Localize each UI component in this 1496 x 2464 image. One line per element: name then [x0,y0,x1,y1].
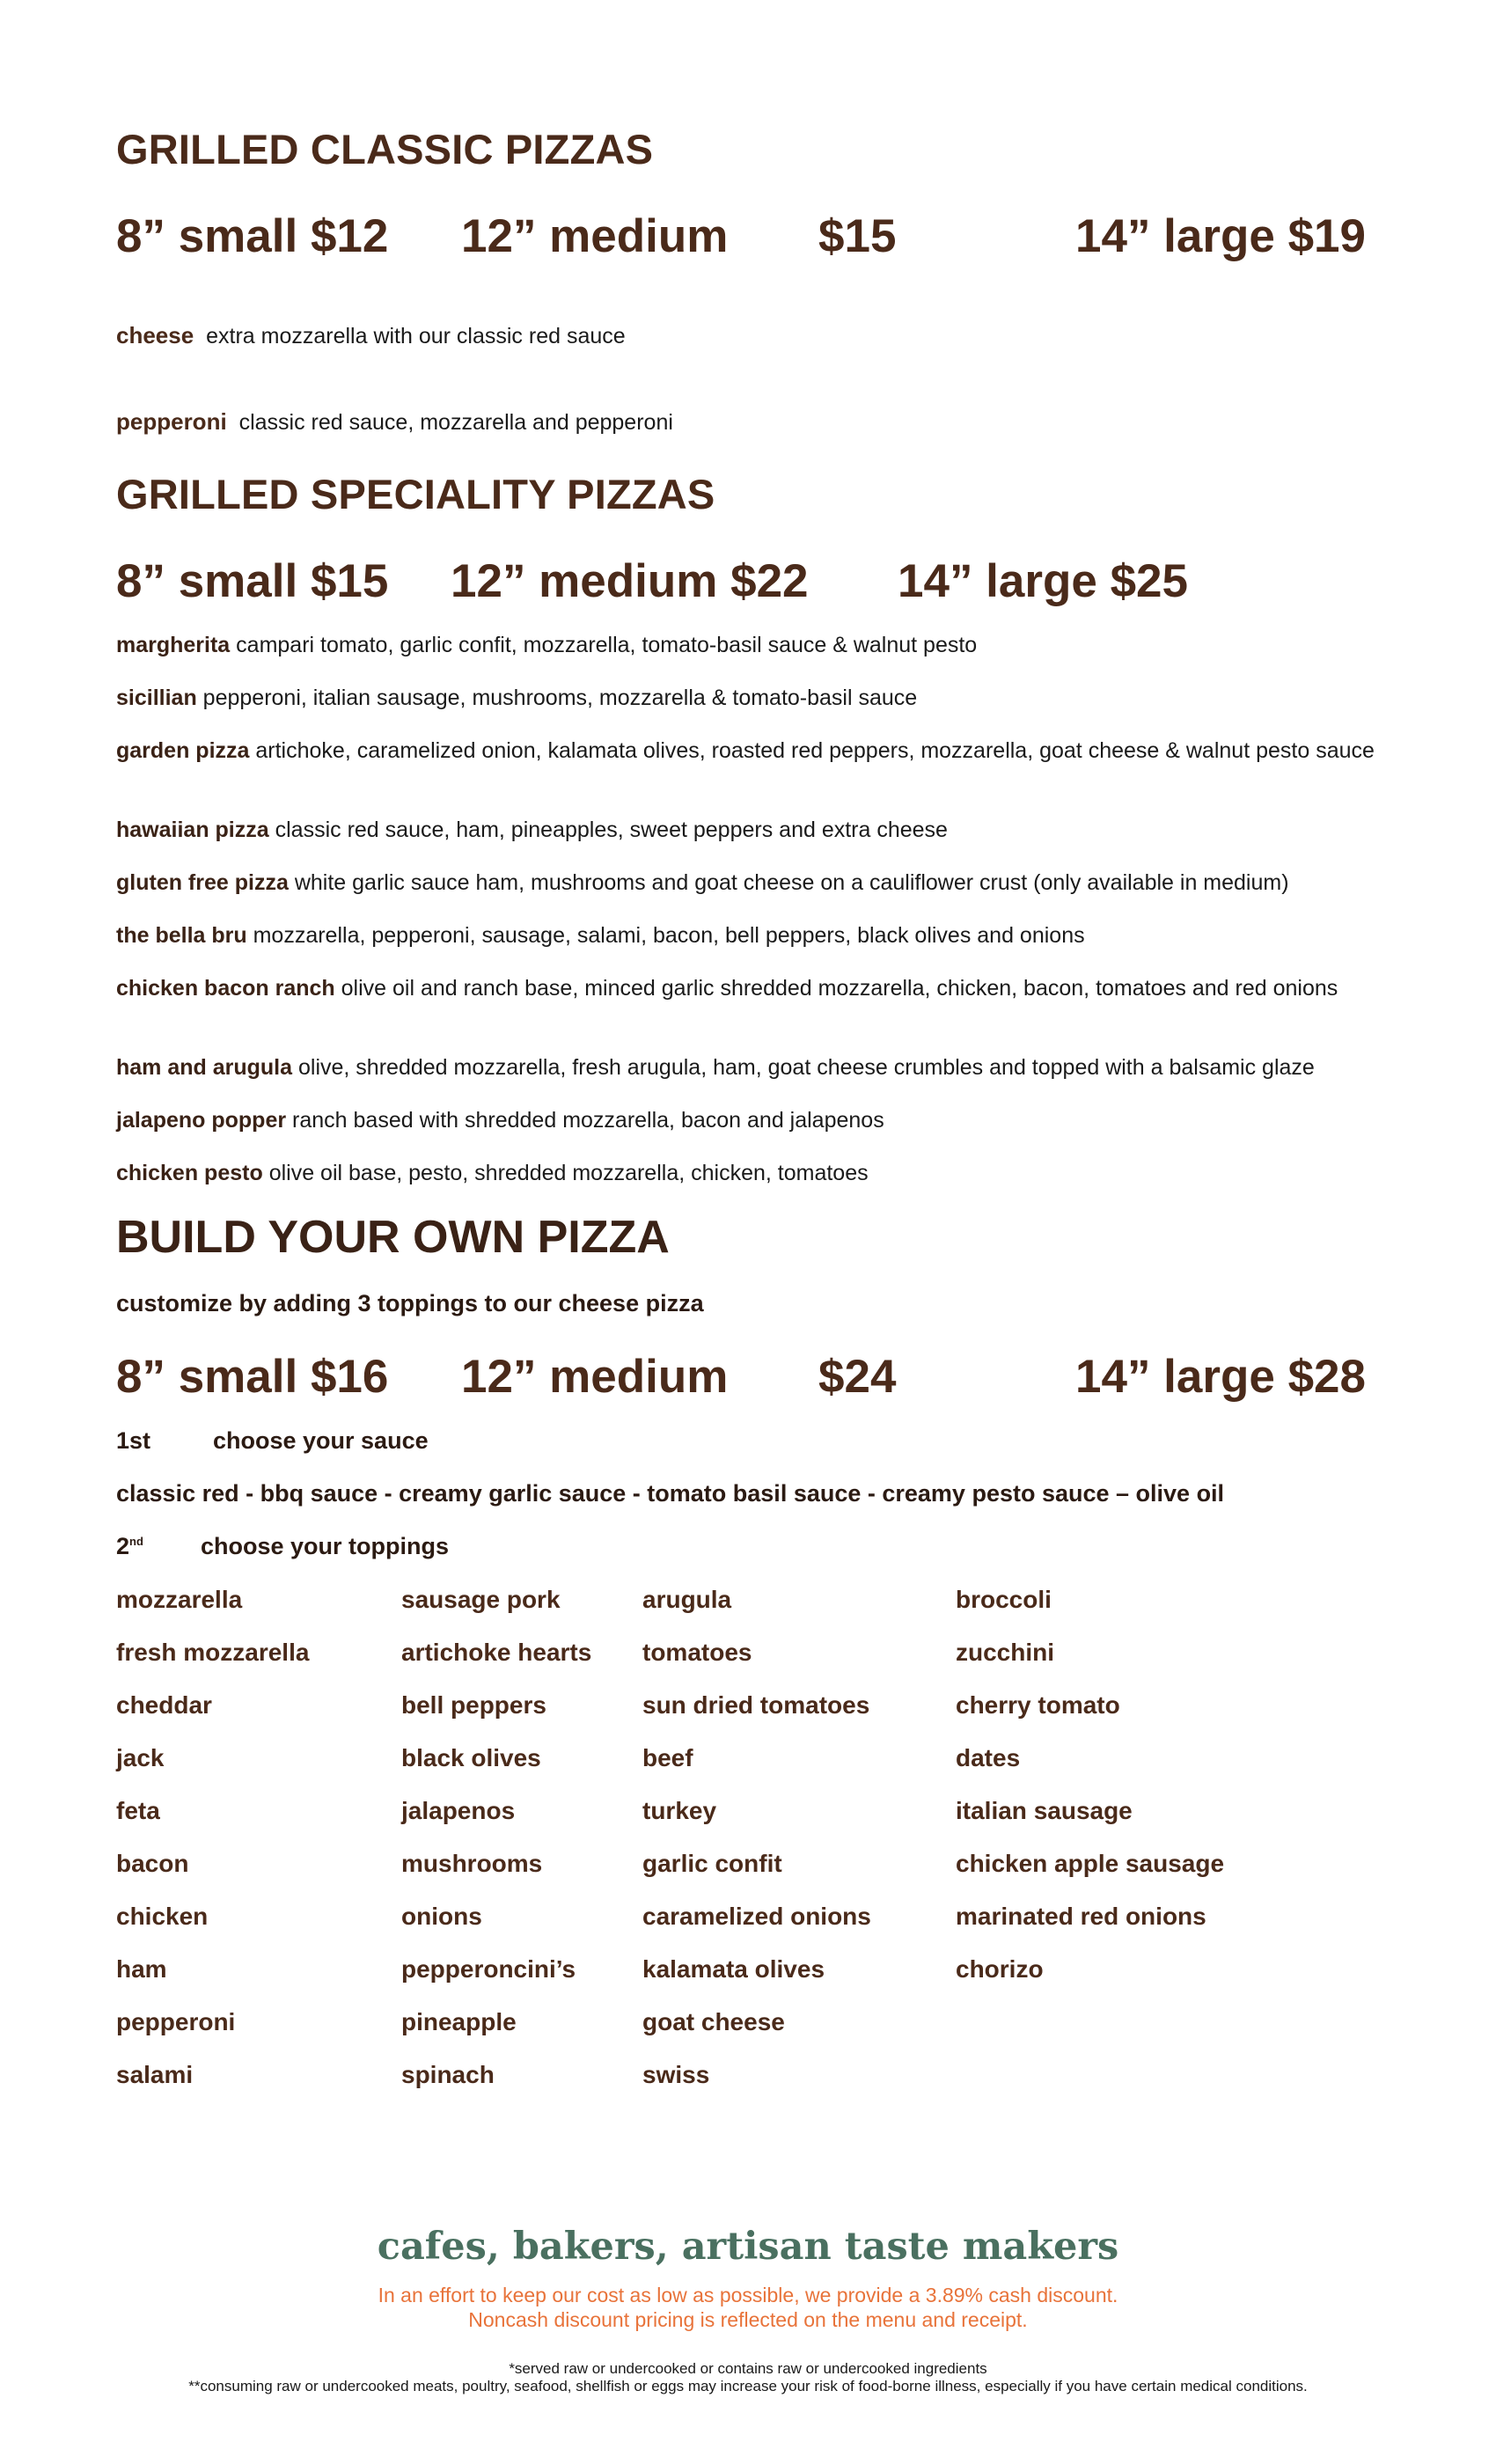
menu-item-desc: campari tomato, garlic confit, mozzarella, tomato-basil sauce & walnut pesto [236,633,978,657]
topping-item: zucchini [956,1639,1055,1666]
topping-item: bacon [116,1850,189,1877]
menu-item-cheese [116,322,1436,349]
menu-item-chicken-bacon-ranch [116,975,1436,1001]
build-subtitle: customize by adding 3 toppings to our cheese pizza [116,1290,704,1316]
classic-section-title: GRILLED CLASSIC PIZZAS [116,126,654,172]
menu-item-desc: classic red sauce, ham, pineapples, sweet peppers and extra cheese [275,818,948,842]
menu-item-desc: ranch based with shredded mozzarella, bacon and jalapenos [292,1108,884,1133]
menu-item-desc: olive oil base, pesto, shredded mozzarella, chicken, tomatoes [268,1161,869,1185]
tagline: cafes, bakers, artisan taste makers [377,2225,1119,2269]
classic-price-medium-value: $15 [818,210,897,262]
classic-price-large: 14” large $19 [1075,210,1367,262]
topping-item: garlic confit [642,1850,782,1877]
raw-food-notice: *served raw or undercooked or contains raw or undercooked ingredients [509,2360,987,2377]
menu-item-name: ham and arugula [116,1055,293,1080]
topping-item: beef [642,1744,693,1771]
topping-item: cheddar [116,1691,212,1719]
topping-item: chicken [116,1903,209,1930]
step1-label: choose your sauce [213,1427,429,1454]
step2-ordinal: nd [129,1535,143,1548]
menu-item-desc: olive oil and ranch base, minced garlic shredded mozzarella, chicken, bacon, tomatoes and red onions [341,976,1338,1001]
menu-item-name: cheese [116,322,194,348]
menu-item-garden-pizza [116,737,1436,764]
topping-item: feta [116,1797,160,1824]
specialty-price-small: 8” small $15 [116,555,389,607]
topping-item: pineapple [401,2008,517,2035]
menu-item-margherita [116,632,1436,658]
topping-item: mozzarella [116,1586,243,1613]
topping-item: spinach [401,2061,495,2088]
topping-item: salami [116,2061,194,2088]
menu-item-name: pepperoni [116,408,227,435]
menu-item-chicken-pesto [116,1160,1436,1186]
build-price-large: 14” large $28 [1075,1351,1367,1403]
specialty-price-medium: 12” medium $22 [451,555,809,607]
topping-item: cherry tomato [956,1691,1120,1719]
build-section-title: BUILD YOUR OWN PIZZA [116,1212,670,1263]
topping-item: marinated red onions [956,1903,1206,1930]
topping-item: mushrooms [401,1850,543,1877]
topping-item: jalapenos [401,1797,516,1824]
cash-discount-line1: In an effort to keep our cost as low as possible, we provide a 3.89% cash discount. [378,2284,1118,2306]
classic-price-small: 8” small $12 [116,210,389,262]
topping-item: pepperoncini’s [401,1955,576,1983]
topping-item: artichoke hearts [401,1639,592,1666]
menu-item-desc: artichoke, caramelized onion, kalamata olives, roasted red peppers, mozzarella, goat cheese & walnut pesto sauce [255,738,1375,763]
topping-item: broccoli [956,1586,1052,1613]
menu-item-desc: pepperoni, italian sausage, mushrooms, mozzarella & tomato-basil sauce [202,686,918,710]
food-borne-illness-warning: **consuming raw or undercooked meats, poultry, seafood, shellfish or eggs may increase your risk of food-borne illness, especially if you have certain medical conditions. [188,2378,1308,2394]
build-price-medium-value: $24 [818,1351,897,1403]
menu-item-name: garden pizza [116,738,250,763]
menu-item-jalapeno-popper [116,1107,1436,1133]
topping-item: pepperoni [116,2008,236,2035]
topping-item: bell peppers [401,1691,546,1719]
menu-item-name: chicken pesto [116,1161,263,1185]
classic-price-medium: 12” medium [461,210,729,262]
topping-item: tomatoes [642,1639,752,1666]
specialty-price-large: 14” large $25 [898,555,1189,607]
topping-item: swiss [642,2061,710,2088]
topping-item: turkey [642,1797,717,1824]
topping-item: black olives [401,1744,541,1771]
topping-item: dates [956,1744,1021,1771]
build-price-small: 8” small $16 [116,1351,389,1403]
step1-number: 1st [116,1427,151,1454]
menu-item-desc: classic red sauce, mozzarella and pepperoni [238,410,673,435]
topping-item: ham [116,1955,167,1983]
menu-item-the-bella-bru [116,922,1436,949]
menu-item-name: the bella bru [116,923,247,948]
menu-item-name: jalapeno popper [116,1108,287,1133]
build-price-medium: 12” medium [461,1351,729,1403]
step2-num: 2 [116,1533,130,1559]
topping-item: onions [401,1903,482,1930]
topping-item: sun dried tomatoes [642,1691,870,1719]
topping-item: fresh mozzarella [116,1639,310,1666]
menu-item-desc: mozzarella, pepperoni, sausage, salami, bacon, bell peppers, black olives and onions [253,923,1085,948]
menu-item-hawaiian-pizza [116,817,1436,843]
topping-item: goat cheese [642,2008,785,2035]
topping-item: chicken apple sausage [956,1850,1225,1877]
menu-item-name: chicken bacon ranch [116,976,335,1001]
topping-item: chorizo [956,1955,1044,1983]
topping-item: caramelized onions [642,1903,871,1930]
menu-item-gluten-free-pizza [116,869,1436,896]
menu-item-pepperoni [116,408,1436,436]
menu-item-desc: extra mozzarella with our classic red sauce [206,324,626,348]
menu-item-sicillian [116,685,1436,711]
cash-discount-line2: Noncash discount pricing is reflected on the menu and receipt. [468,2308,1028,2331]
topping-item: arugula [642,1586,732,1613]
topping-item: sausage pork [401,1586,561,1613]
menu-item-name: gluten free pizza [116,870,289,895]
topping-item: italian sausage [956,1797,1133,1824]
menu-item-name: hawaiian pizza [116,818,269,842]
step2-label: choose your toppings [201,1533,450,1559]
step2-number [116,1533,143,1560]
topping-item: jack [116,1744,165,1771]
menu-item-name: sicillian [116,686,197,710]
menu-item-desc: olive, shredded mozzarella, fresh arugula, ham, goat cheese crumbles and topped with a balsamic glaze [298,1055,1315,1080]
topping-item: kalamata olives [642,1955,825,1983]
menu-item-ham-and-arugula [116,1054,1436,1081]
specialty-section-title: GRILLED SPECIALITY PIZZAS [116,471,715,517]
menu-item-name: margherita [116,633,231,657]
menu-item-desc: white garlic sauce ham, mushrooms and goat cheese on a cauliflower crust (only available in medium) [294,870,1289,895]
sauce-options: classic red - bbq sauce - creamy garlic sauce - tomato basil sauce - creamy pesto sauce – olive oil [116,1480,1225,1507]
